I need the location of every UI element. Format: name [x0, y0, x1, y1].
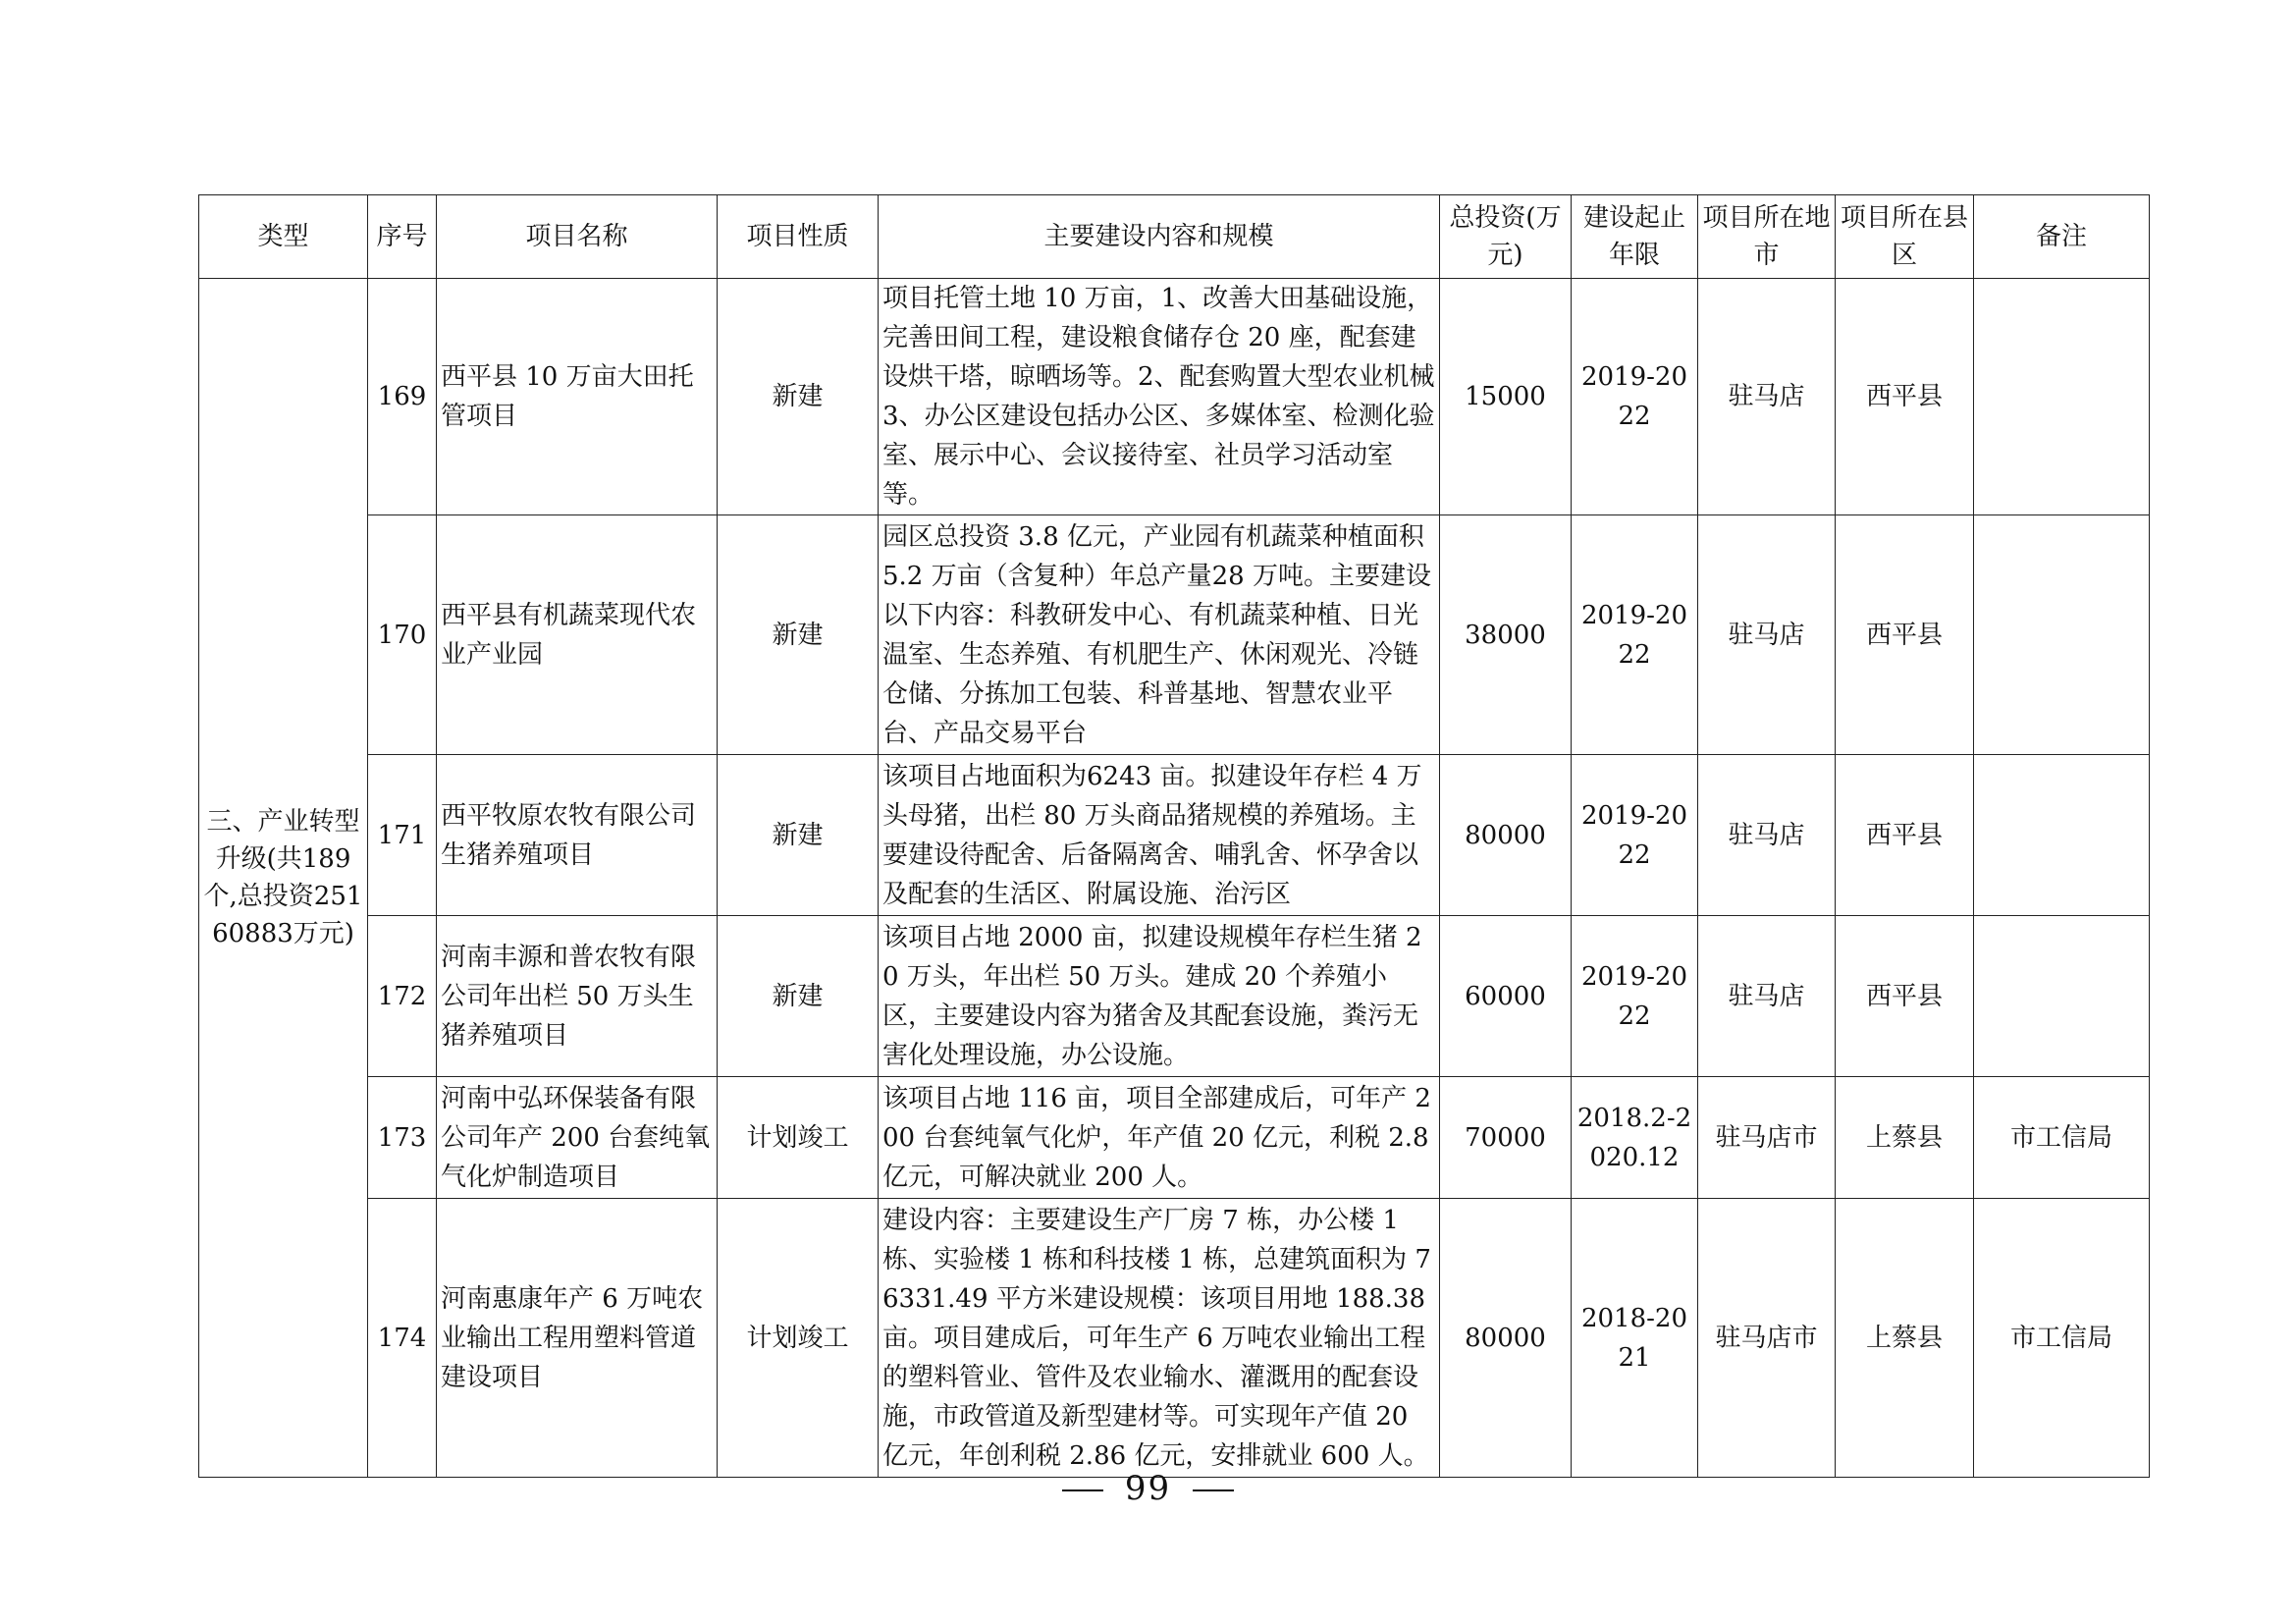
- row-investment: 38000: [1440, 515, 1572, 755]
- row-county: 上蔡县: [1836, 1077, 1974, 1199]
- row-nature: 计划竣工: [718, 1199, 879, 1478]
- row-remark: 市工信局: [1974, 1199, 2150, 1478]
- table-row: [199, 279, 2150, 515]
- header-name: 项目名称: [437, 195, 718, 279]
- row-seq: 169: [368, 279, 437, 515]
- table-row: [199, 1199, 2150, 1478]
- row-seq: 172: [368, 916, 437, 1077]
- row-city: 驻马店: [1698, 279, 1836, 515]
- row-period: 2018.2-2020.12: [1572, 1077, 1698, 1199]
- row-remark: 市工信局: [1974, 1077, 2150, 1199]
- row-period: 2019-2022: [1572, 755, 1698, 916]
- header-content: 主要建设内容和规模: [879, 195, 1440, 279]
- row-investment: 70000: [1440, 1077, 1572, 1199]
- row-period: 2018-2021: [1572, 1199, 1698, 1478]
- header-row: [199, 195, 2150, 279]
- row-county: 上蔡县: [1836, 1199, 1974, 1478]
- table-row: [199, 515, 2150, 755]
- row-remark: [1974, 755, 2150, 916]
- row-nature: 计划竣工: [718, 1077, 879, 1199]
- row-remark: [1974, 279, 2150, 515]
- row-city: 驻马店市: [1698, 1199, 1836, 1478]
- row-nature: 新建: [718, 755, 879, 916]
- row-name: 河南惠康年产 6 万吨农业输出工程用塑料管道建设项目: [437, 1199, 718, 1478]
- row-nature: 新建: [718, 916, 879, 1077]
- header-county: 项目所在县区: [1836, 195, 1974, 279]
- table-row: [199, 1077, 2150, 1199]
- row-seq: 173: [368, 1077, 437, 1199]
- footer-dash-left: [1062, 1489, 1103, 1491]
- category-cell: 三、产业转型升级(共189个,总投资25160883万元): [199, 279, 368, 1478]
- row-content: 该项目占地 2000 亩，拟建设规模年存栏生猪 20 万头，年出栏 50 万头。建成 20 个养殖小区，主要建设内容为猪舍及其配套设施，粪污无害化处理设施，办公设施。: [879, 916, 1440, 1077]
- row-period: 2019-2022: [1572, 916, 1698, 1077]
- row-remark: [1974, 916, 2150, 1077]
- row-name: 河南中弘环保装备有限公司年产 200 台套纯氧气化炉制造项目: [437, 1077, 718, 1199]
- page-number: 99: [1124, 1469, 1172, 1508]
- row-period: 2019-2022: [1572, 279, 1698, 515]
- row-name: 西平牧原农牧有限公司生猪养殖项目: [437, 755, 718, 916]
- row-period: 2019-2022: [1572, 515, 1698, 755]
- header-city: 项目所在地市: [1698, 195, 1836, 279]
- footer-dash-right: [1193, 1489, 1234, 1491]
- page-footer: [0, 1469, 2296, 1508]
- row-content: 该项目占地 116 亩，项目全部建成后，可年产 200 台套纯氧气化炉，年产值 20 亿元，利税 2.8 亿元，可解决就业 200 人。: [879, 1077, 1440, 1199]
- row-city: 驻马店市: [1698, 1077, 1836, 1199]
- row-seq: 171: [368, 755, 437, 916]
- table-row: [199, 916, 2150, 1077]
- header-period: 建设起止年限: [1572, 195, 1698, 279]
- row-remark: [1974, 515, 2150, 755]
- row-content: 该项目占地面积为6243 亩。拟建设年存栏 4 万头母猪，出栏 80 万头商品猪规模的养殖场。主要建设待配舍、后备隔离舍、哺乳舍、怀孕舍以及配套的生活区、附属设施、治污区: [879, 755, 1440, 916]
- row-nature: 新建: [718, 279, 879, 515]
- row-investment: 15000: [1440, 279, 1572, 515]
- table-row: [199, 755, 2150, 916]
- row-county: 西平县: [1836, 279, 1974, 515]
- row-city: 驻马店: [1698, 916, 1836, 1077]
- row-county: 西平县: [1836, 755, 1974, 916]
- row-name: 河南丰源和普农牧有限公司年出栏 50 万头生猪养殖项目: [437, 916, 718, 1077]
- row-name: 西平县有机蔬菜现代农业产业园: [437, 515, 718, 755]
- row-name: 西平县 10 万亩大田托管项目: [437, 279, 718, 515]
- row-seq: 174: [368, 1199, 437, 1478]
- row-content: 建设内容：主要建设生产厂房 7 栋，办公楼 1 栋、实验楼 1 栋和科技楼 1 栋，总建筑面积为 76331.49 平方米建设规模：该项目用地 188.38 亩。项目建成后，可年生产 6 万吨农业输出工程的塑料管业、管件及农业输水、灌溉用的配套设施，市政管道及新型建材等。可实现年产值 20 亿元，年创利税 2.86 亿元，安排就业 600 人。: [879, 1199, 1440, 1478]
- row-nature: 新建: [718, 515, 879, 755]
- row-investment: 60000: [1440, 916, 1572, 1077]
- row-seq: 170: [368, 515, 437, 755]
- row-county: 西平县: [1836, 515, 1974, 755]
- row-investment: 80000: [1440, 755, 1572, 916]
- row-content: 项目托管土地 10 万亩，1、改善大田基础设施，完善田间工程，建设粮食储存仓 20 座，配套建设烘干塔，晾晒场等。2、配套购置大型农业机械 3、办公区建设包括办公区、多媒体室、检测化验室、展示中心、会议接待室、社员学习活动室等。: [879, 279, 1440, 515]
- header-investment: 总投资(万元): [1440, 195, 1572, 279]
- row-county: 西平县: [1836, 916, 1974, 1077]
- header-type: 类型: [199, 195, 368, 279]
- project-table: [198, 194, 2150, 1478]
- row-city: 驻马店: [1698, 755, 1836, 916]
- header-seq: 序号: [368, 195, 437, 279]
- header-nature: 项目性质: [718, 195, 879, 279]
- row-investment: 80000: [1440, 1199, 1572, 1478]
- header-remark: 备注: [1974, 195, 2150, 279]
- row-content: 园区总投资 3.8 亿元，产业园有机蔬菜种植面积 5.2 万亩（含复种）年总产量28 万吨。主要建设以下内容：科教研发中心、有机蔬菜种植、日光温室、生态养殖、有机肥生产、休闲观光、冷链仓储、分拣加工包装、科普基地、智慧农业平台、产品交易平台: [879, 515, 1440, 755]
- row-city: 驻马店: [1698, 515, 1836, 755]
